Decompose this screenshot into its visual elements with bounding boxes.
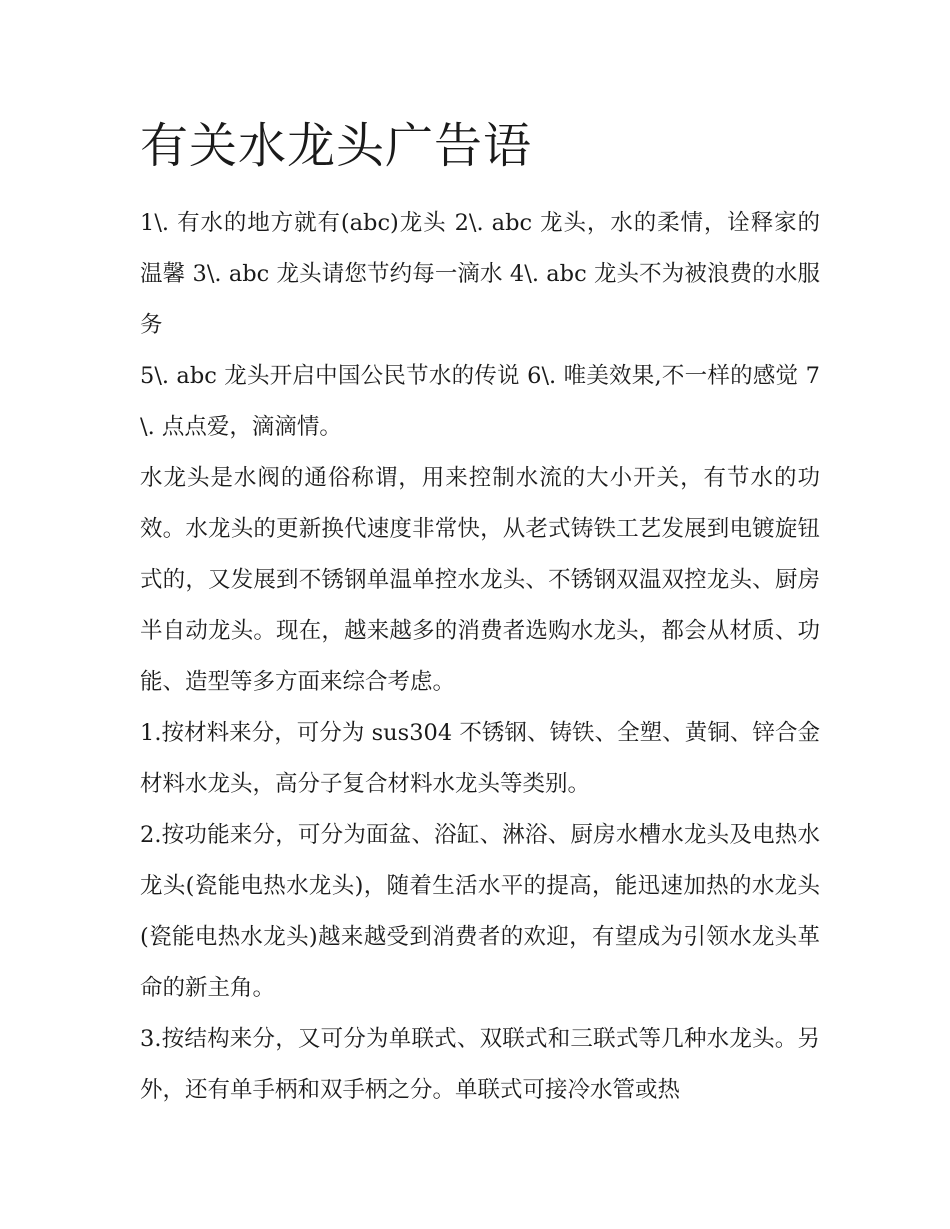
paragraph-by-material: 1.按材料来分，可分为 sus304 不锈钢、铸铁、全塑、黄铜、锌合金材料水龙头，高分子复合材料水龙头等类别。 <box>140 720 820 797</box>
document-page <box>140 112 820 1116</box>
paragraph-by-function: 2.按功能来分，可分为面盆、浴缸、淋浴、厨房水槽水龙头及电热水龙头(瓷能电热水龙头)，随着生活水平的提高，能迅速加热的水龙头(瓷能电热水龙头)越来越受到消费者的欢迎，有望成为引领水龙头革命的新主角。 <box>140 822 820 1001</box>
paragraph-slogans-2: 5\. abc 龙头开启中国公民节水的传说 6\. 唯美效果,不一样的感觉 7\. 点点爱，滴滴情。 <box>140 363 820 440</box>
document-title: 有关水龙头广告语 <box>140 118 533 174</box>
paragraph-slogans-1: 1\. 有水的地方就有(abc)龙头 2\. abc 龙头，水的柔情，诠释家的温馨 3\. abc 龙头请您节约每一滴水 4\. abc 龙头不为被浪费的水服务 <box>140 210 820 338</box>
paragraph-intro: 水龙头是水阀的通俗称谓，用来控制水流的大小开关，有节水的功效。水龙头的更新换代速度非常快，从老式铸铁工艺发展到电镀旋钮式的，又发展到不锈钢单温单控水龙头、不锈钢双温双控龙头、厨房半自动龙头。现在，越来越多的消费者选购水龙头，都会从材质、功能、造型等多方面来综合考虑。 <box>140 465 820 695</box>
paragraph-by-structure: 3.按结构来分，又可分为单联式、双联式和三联式等几种水龙头。另外，还有单手柄和双手柄之分。单联式可接冷水管或热 <box>140 1026 820 1103</box>
